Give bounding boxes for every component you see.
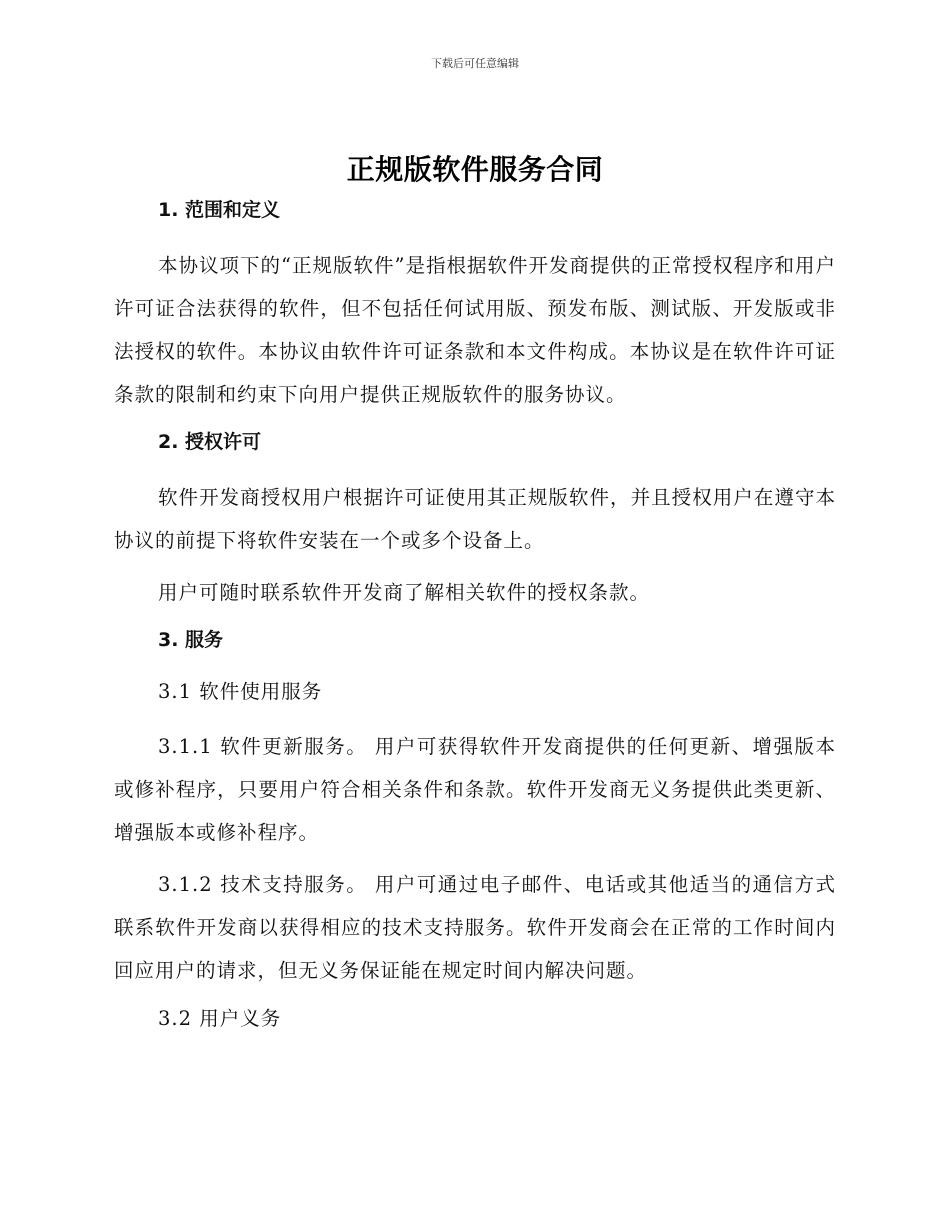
subsection-heading-user-obligations: 3.2 用户义务 — [158, 1007, 282, 1030]
section-heading-services: 3. 服务 — [158, 629, 224, 651]
paragraph-update-service: 3.1.1 软件更新服务。 用户可获得软件开发商提供的任何更新、增强版本或修补程序，只要用户符合相关条件和条款。软件开发商无义务提供此类更新、增强版本或修补程序。 — [114, 735, 836, 844]
paragraph-license-contact: 用户可随时联系软件开发商了解相关软件的授权条款。 — [158, 581, 651, 604]
subsection-heading-software-use: 3.1 软件使用服务 — [158, 680, 323, 703]
section-heading-license: 2. 授权许可 — [158, 431, 262, 453]
paragraph-license-grant: 软件开发商授权用户根据许可证使用其正规版软件，并且授权用户在遵守本协议的前提下将软件安装在一个或多个设备上。 — [114, 486, 836, 552]
document-body — [114, 193, 836, 1052]
paragraph-tech-support: 3.1.2 技术支持服务。 用户可通过电子邮件、电话或其他适当的通信方式联系软件开发商以获得相应的技术支持服务。软件开发商会在正常的工作时间内回应用户的请求，但无义务保证能在规定时间内解决问题。 — [114, 873, 836, 982]
document-title: 正规版软件服务合同 — [346, 153, 604, 186]
page-header: 下载后可任意编辑 — [431, 57, 519, 70]
paragraph-scope-definition: 本协议项下的“正规版软件”是指根据软件开发商提供的正常授权程序和用户许可证合法获得的软件，但不包括任何试用版、预发布版、测试版、开发版或非法授权的软件。本协议由软件许可证条款和本文件构成。本协议是在软件许可证条款的限制和约束下向用户提供正规版软件的服务协议。 — [114, 254, 836, 406]
section-heading-scope: 1. 范围和定义 — [158, 199, 281, 221]
